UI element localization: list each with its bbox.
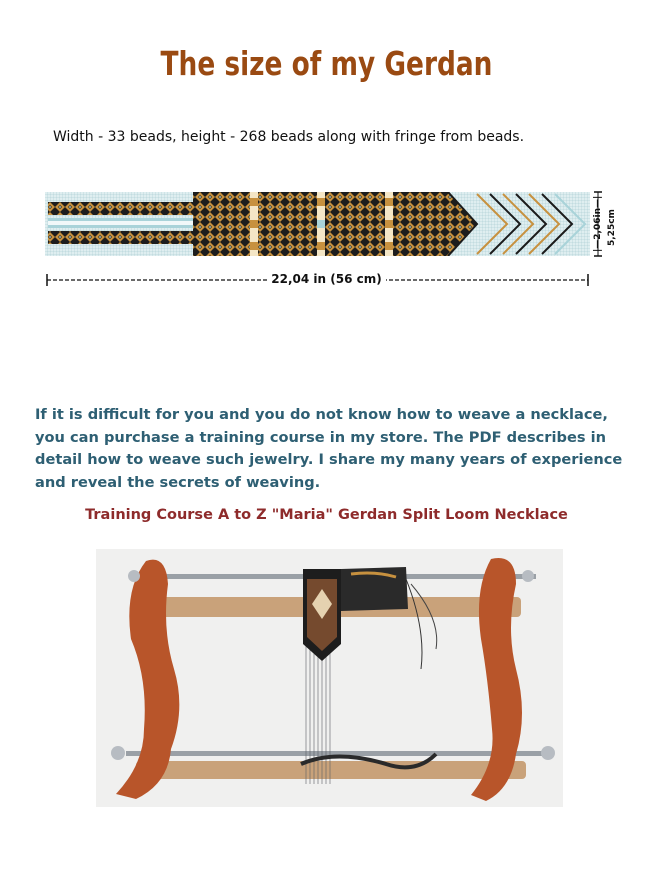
- page-title: The size of my Gerdan: [160, 44, 493, 83]
- height-label-cm: 5,25cm: [607, 209, 617, 246]
- length-label-wrap: [0, 272, 653, 286]
- bead-pattern-diagram: [45, 192, 590, 256]
- course-description: If it is difficult for you and you do not know how to weave a necklace, you can purchase a training course in my store. The PDF describes in detail how to weave such jewelry. I share my many years of experience and reveal the secrets of weaving.: [35, 406, 623, 491]
- length-label: 22,04 in (56 cm): [267, 272, 385, 286]
- course-link[interactable]: Training Course A to Z "Maria" Gerdan Split Loom Necklace: [85, 507, 568, 523]
- height-label-inches: |—2,06in—|: [593, 195, 603, 252]
- dimensions-text: Width - 33 beads, height - 268 beads along with fringe from beads.: [53, 129, 525, 145]
- loom-photo: [96, 549, 563, 807]
